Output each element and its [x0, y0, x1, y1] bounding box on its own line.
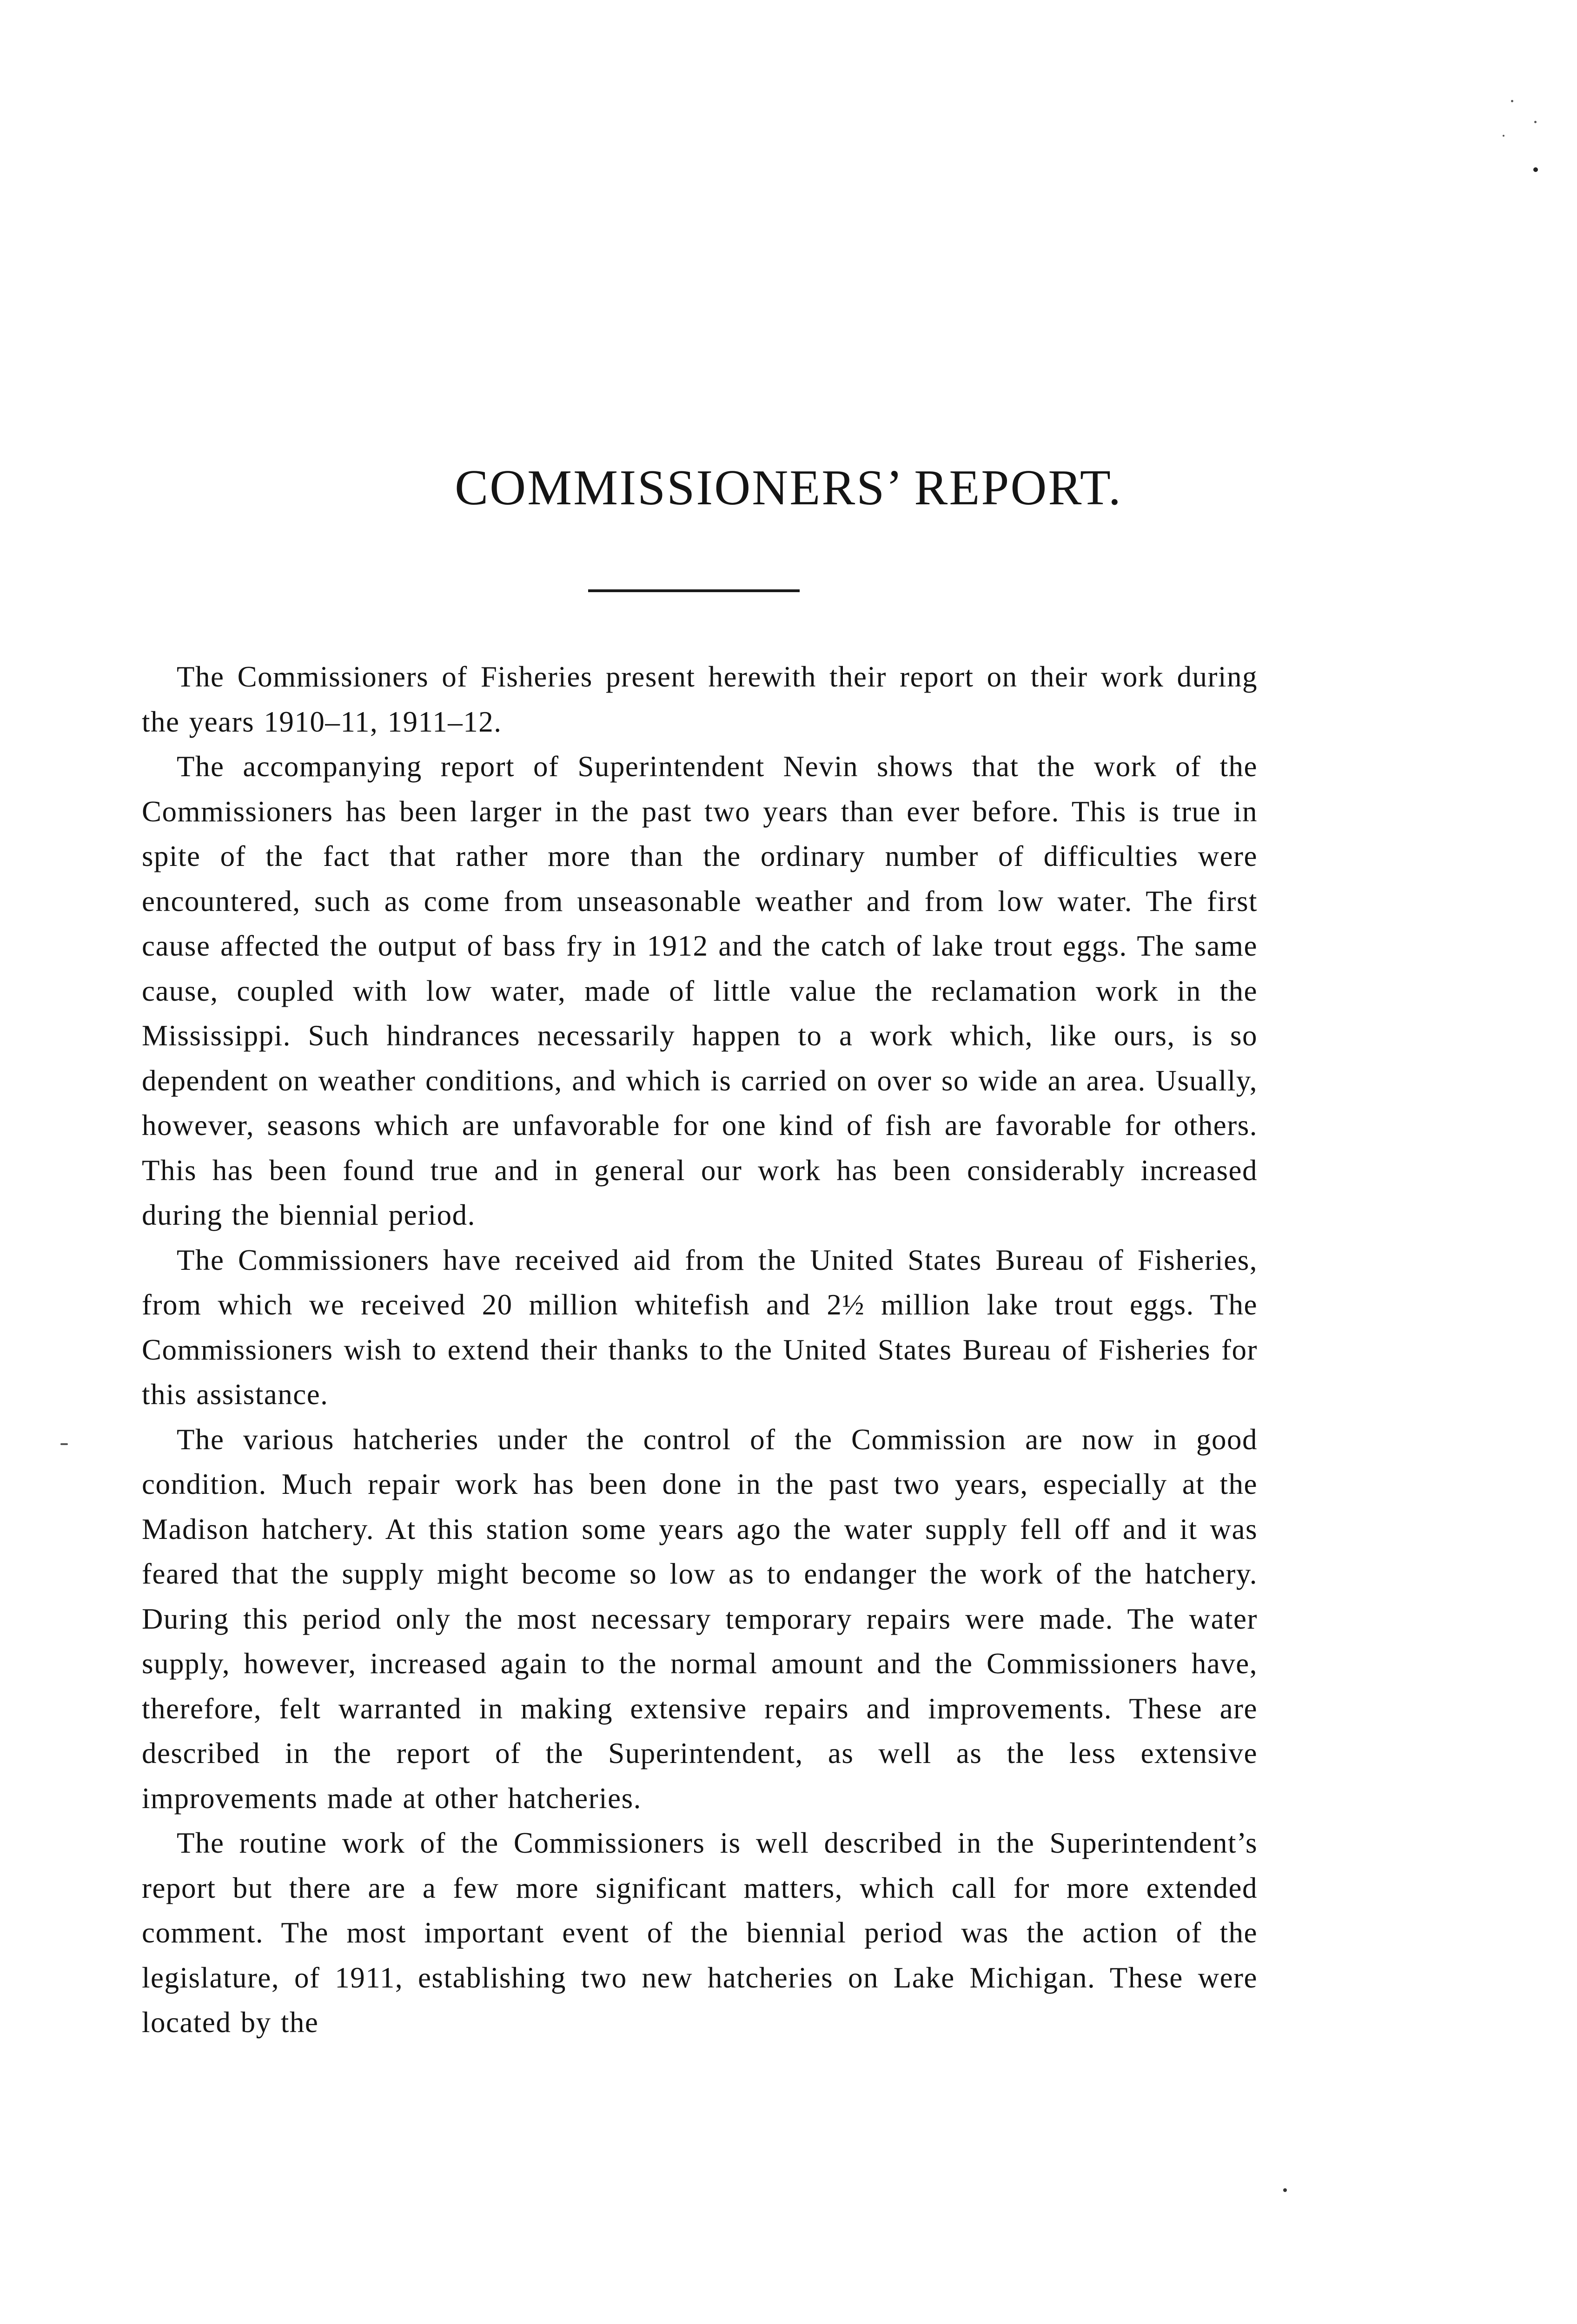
- scan-speck: [60, 1443, 68, 1445]
- paragraph-hatcheries: The various hatcheries under the control of the Commission are now in good condition. Much repair work has been done in the past two years, especially at the Madison hatchery. At this station some years ago the water supply fell off and it was feared that the supply might become so low as to endanger the work of the hatchery. During this period only the most necessary temporary repairs were made. The water supply, however, increased again to the normal amount and the Commissioners have, therefore, felt warranted in making extensive repairs and improvements. These are described in the report of the Superintendent, as well as the less extensive improvements made at other hatcheries.: [142, 1423, 1258, 1815]
- scan-speck: [1534, 121, 1537, 123]
- report-title: COMMISSIONERS’ REPORT.: [455, 460, 1122, 515]
- paragraph-routine-work: The routine work of the Commissioners is well described in the Superintendent’s report but there are a few more significant matters, which call for more extended comment. The most important event of the biennial period was the action of the legislature, of 1911, establishing two new hatcheries on Lake Michigan. These were located by the: [142, 1827, 1258, 2039]
- report-body: [142, 654, 1258, 2045]
- scan-speck: [1511, 100, 1513, 102]
- scan-speck: [1503, 135, 1504, 137]
- paragraph-superintendent-report: The accompanying report of Superintendent Nevin shows that the work of the Commissioners has been larger in the past two years than ever before. This is true in spite of the fact that rather more than the ordinary number of difficulties were encountered, such as come from unseasonable weather and from low water. The first cause affected the output of bass fry in 1912 and the catch of lake trout eggs. The same cause, coupled with low water, made of little value the reclamation work in the Mississippi. Such hindrances necessarily happen to a work which, like ours, is so dependent on weather conditions, and which is carried on over so wide an area. Usually, however, seasons which are unfavorable for one kind of fish are favorable for others. This has been found true and in general our work has been considerably increased during the biennial period.: [142, 750, 1258, 1231]
- scan-speck: [1283, 2188, 1287, 2192]
- paragraph-intro: The Commissioners of Fisheries present herewith their report on their work during the years 1910–11, 1911–12.: [142, 660, 1258, 738]
- paragraph-bureau-aid: The Commissioners have received aid from the United States Bureau of Fisheries, from which we received 20 million whitefish and 2½ million lake trout eggs. The Commissioners wish to extend their thanks to the United States Bureau of Fisheries for this assistance.: [142, 1243, 1258, 1411]
- scan-speck: [1533, 167, 1538, 172]
- title-divider: [588, 589, 800, 592]
